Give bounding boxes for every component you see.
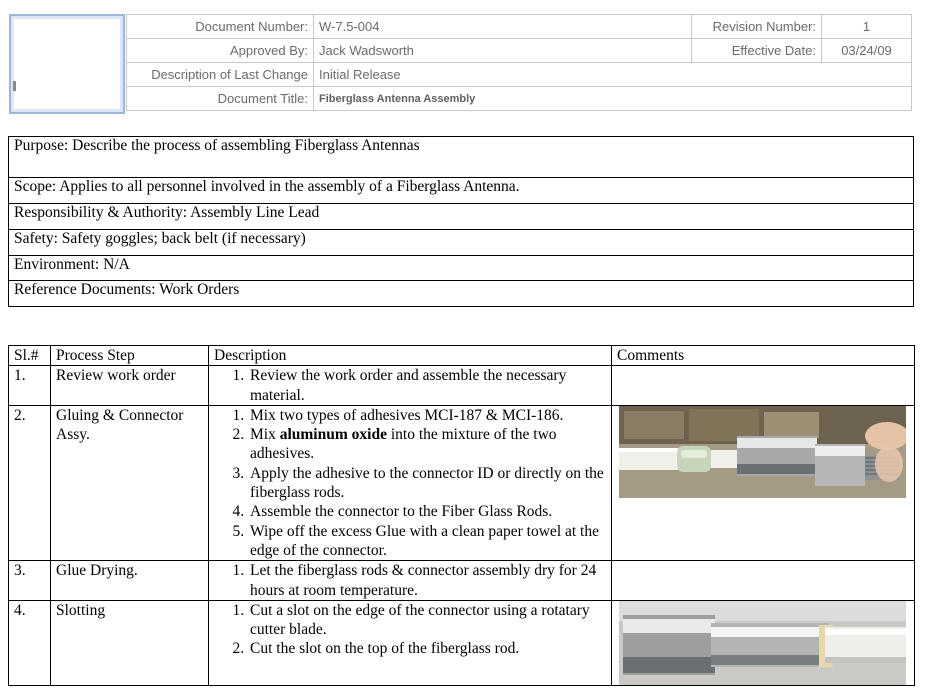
comments-cell bbox=[612, 561, 915, 601]
header-row-approved bbox=[127, 39, 912, 63]
row-number: 1. bbox=[9, 366, 51, 406]
process-row-4 bbox=[9, 600, 915, 685]
header-row-last-change bbox=[127, 63, 912, 87]
glued-connector-photo bbox=[619, 406, 906, 498]
info-row-safety bbox=[9, 230, 914, 256]
process-step: Gluing & Connector Assy. bbox=[51, 405, 209, 560]
process-description bbox=[209, 405, 612, 560]
description-item: 2. Cut the slot on the top of the fiberglass rod. bbox=[248, 639, 606, 658]
process-row-3 bbox=[9, 561, 915, 601]
comments-cell bbox=[612, 366, 915, 406]
environment-text: Environment: N/A bbox=[9, 256, 914, 281]
process-row-1 bbox=[9, 366, 915, 406]
approved-value: Jack Wadsworth bbox=[314, 39, 692, 63]
last-change-value: Initial Release bbox=[314, 63, 912, 87]
description-item: 1. Cut a slot on the edge of the connector using a rotatary cutter blade. bbox=[248, 601, 606, 640]
process-row-2 bbox=[9, 405, 915, 560]
description-item: 3. Apply the adhesive to the connector ID or directly on the fiberglass rods. bbox=[248, 464, 606, 503]
row-number: 4. bbox=[9, 600, 51, 685]
document-title: Fiberglass Antenna Assembly bbox=[314, 87, 912, 111]
info-row-responsibility bbox=[9, 204, 914, 230]
info-row-purpose bbox=[9, 137, 914, 178]
info-row-references bbox=[9, 281, 914, 307]
description-item: 4. Assemble the connector to the Fiber Glass Rods. bbox=[248, 502, 606, 521]
logo-mark bbox=[13, 81, 16, 91]
description-item: 1. Let the fiberglass rods & connector assembly dry for 24 hours at room temperature. bbox=[248, 561, 606, 600]
safety-text: Safety: Safety goggles; back belt (if necessary) bbox=[9, 230, 914, 256]
row-number: 3. bbox=[9, 561, 51, 601]
revision-value: 1 bbox=[822, 15, 912, 39]
description-text: into the mixture of the two adhesives. bbox=[250, 426, 557, 463]
info-row-environment bbox=[9, 256, 914, 281]
description-item: 5. Wipe off the excess Glue with a clean paper towel at the edge of the connector. bbox=[248, 522, 606, 561]
process-description bbox=[209, 366, 612, 406]
doc-number-value: W-7.5-004 bbox=[314, 15, 692, 39]
col-header-comments: Comments bbox=[612, 346, 915, 366]
aluminum-oxide-emphasis: aluminum oxide bbox=[279, 426, 387, 444]
purpose-scope-table bbox=[8, 136, 914, 307]
scope-text: Scope: Applies to all personnel involved in the assembly of a Fiberglass Antenna. bbox=[9, 178, 914, 204]
header-row-title bbox=[127, 87, 912, 111]
document-header-table bbox=[126, 14, 912, 111]
last-change-label: Description of Last Change bbox=[127, 63, 314, 87]
description-item bbox=[248, 425, 606, 464]
effective-label: Effective Date: bbox=[692, 39, 822, 63]
col-header-description: Description bbox=[209, 346, 612, 366]
info-row-scope bbox=[9, 178, 914, 204]
comments-cell bbox=[612, 600, 915, 685]
slotted-connector-illustration bbox=[619, 601, 906, 685]
process-steps-table bbox=[8, 345, 915, 686]
col-header-sl: Sl.# bbox=[9, 346, 51, 366]
description-item: 1. Mix two types of adhesives MCI-187 & MCI-186. bbox=[248, 406, 606, 425]
references-text: Reference Documents: Work Orders bbox=[9, 281, 914, 307]
process-step: Slotting bbox=[51, 600, 209, 685]
process-step: Review work order bbox=[51, 366, 209, 406]
process-description bbox=[209, 561, 612, 601]
process-header-row bbox=[9, 346, 915, 366]
approved-label: Approved By: bbox=[127, 39, 314, 63]
col-header-step: Process Step bbox=[51, 346, 209, 366]
purpose-text: Purpose: Describe the process of assembling Fiberglass Antennas bbox=[9, 137, 914, 178]
header-row-doc-number bbox=[127, 15, 912, 39]
responsibility-text: Responsibility & Authority: Assembly Line Lead bbox=[9, 204, 914, 230]
revision-label: Revision Number: bbox=[692, 15, 822, 39]
description-text: Mix bbox=[250, 426, 280, 444]
effective-value: 03/24/09 bbox=[822, 39, 912, 63]
company-logo bbox=[9, 14, 125, 114]
glued-connector-illustration bbox=[619, 406, 906, 498]
comments-cell bbox=[612, 405, 915, 560]
slotting-photo bbox=[619, 601, 906, 685]
row-number: 2. bbox=[9, 405, 51, 560]
process-step: Glue Drying. bbox=[51, 561, 209, 601]
process-description bbox=[209, 600, 612, 685]
doc-number-label: Document Number: bbox=[127, 15, 314, 39]
title-label: Document Title: bbox=[127, 87, 314, 111]
description-item: 1. Review the work order and assemble the necessary material. bbox=[248, 366, 606, 405]
